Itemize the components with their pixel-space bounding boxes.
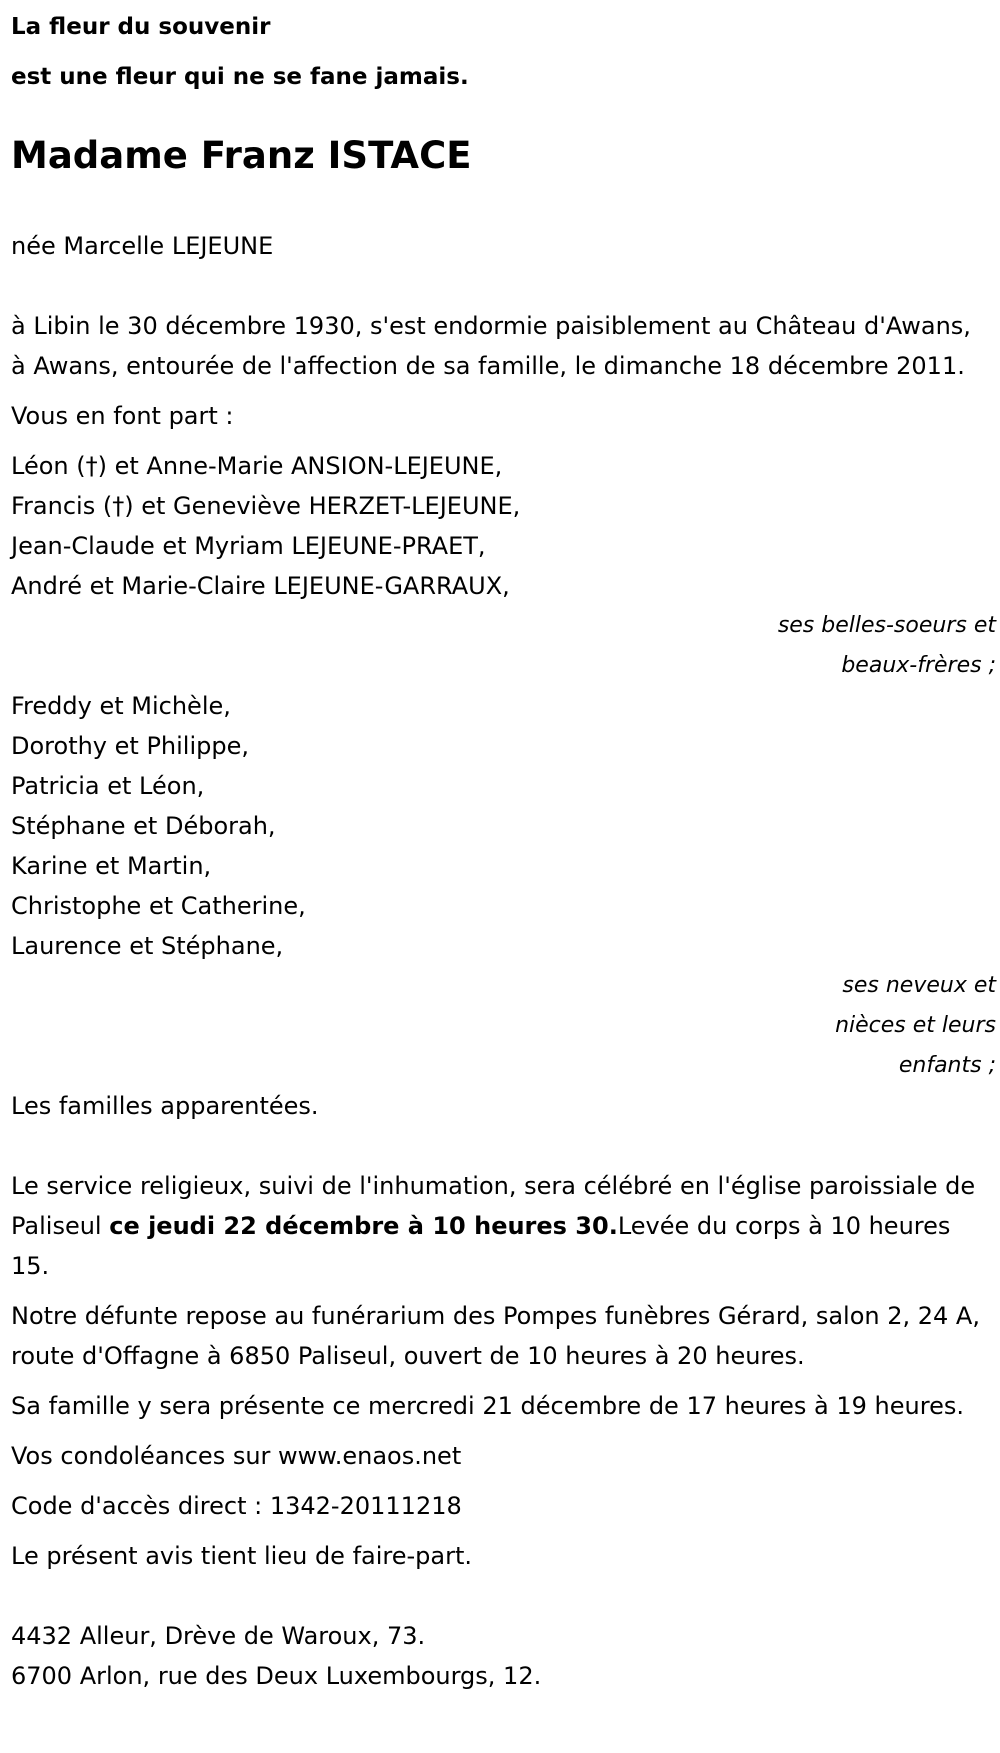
family-member-line: Stéphane et Déborah, bbox=[11, 812, 276, 840]
role-line: enfants ; bbox=[898, 1053, 996, 1078]
family-group-in-laws bbox=[11, 446, 990, 606]
repose-info: Notre défunte repose au funérarium des Pompes funèbres Gérard, salon 2, 24 A, route d'Offagne à 6850 Paliseul, ouvert de 10 heures à 20 heures. bbox=[11, 1302, 980, 1370]
family-member-line: Patricia et Léon, bbox=[11, 772, 205, 800]
service-text-before: Le service religieux, suivi de l'inhumation, sera célébré en l'église paroissiale de Paliseul bbox=[11, 1172, 976, 1240]
condolences-link: Vos condoléances sur www.enaos.net bbox=[11, 1442, 462, 1470]
addresses bbox=[11, 1616, 990, 1696]
motto-line-1: La fleur du souvenir bbox=[11, 14, 271, 40]
family-member-line: Christophe et Catherine, bbox=[11, 892, 306, 920]
funeral-service bbox=[11, 1166, 990, 1286]
maiden-name: née Marcelle LEJEUNE bbox=[11, 232, 274, 260]
notice-statement: Le présent avis tient lieu de faire-part. bbox=[11, 1542, 473, 1570]
related-families: Les familles apparentées. bbox=[11, 1092, 319, 1120]
family-member-line: Jean-Claude et Myriam LEJEUNE-PRAET, bbox=[11, 532, 486, 560]
family-presence: Sa famille y sera présente ce mercredi 21 décembre de 17 heures à 19 heures. bbox=[11, 1392, 964, 1420]
family-member-line: Francis (†) et Geneviève HERZET-LEJEUNE, bbox=[11, 492, 521, 520]
family-role-nephews bbox=[11, 966, 996, 1086]
motto bbox=[11, 2, 990, 102]
family-member-line: Laurence et Stéphane, bbox=[11, 932, 284, 960]
access-code: Code d'accès direct : 1342-20111218 bbox=[11, 1492, 462, 1520]
address-line: 6700 Arlon, rue des Deux Luxembourgs, 12. bbox=[11, 1662, 542, 1690]
family-member-line: Freddy et Michèle, bbox=[11, 692, 231, 720]
motto-line-2: est une fleur qui ne se fane jamais. bbox=[11, 64, 469, 90]
obituary-notice bbox=[0, 2, 996, 1696]
service-text-after: Levée du corps à 10 heures 15. bbox=[11, 1212, 951, 1280]
family-member-line: Dorothy et Philippe, bbox=[11, 732, 249, 760]
death-announcement: à Libin le 30 décembre 1930, s'est endormie paisiblement au Château d'Awans, à Awans, entourée de l'affection de sa famille, le dimanche 18 décembre 2011. bbox=[11, 312, 971, 380]
family-member-line: Karine et Martin, bbox=[11, 852, 212, 880]
role-line: beaux-frères ; bbox=[841, 653, 996, 678]
role-line: ses neveux et bbox=[842, 973, 996, 998]
family-member-line: Léon (†) et Anne-Marie ANSION-LEJEUNE, bbox=[11, 452, 503, 480]
role-line: ses belles-soeurs et bbox=[777, 613, 996, 638]
family-role-in-laws bbox=[11, 606, 996, 686]
role-line: nièces et leurs bbox=[835, 1013, 996, 1038]
deceased-name: Madame Franz ISTACE bbox=[11, 134, 472, 177]
service-date-time: ce jeudi 22 décembre à 10 heures 30. bbox=[109, 1212, 618, 1240]
address-line: 4432 Alleur, Drève de Waroux, 73. bbox=[11, 1622, 426, 1650]
family-member-line: André et Marie-Claire LEJEUNE-GARRAUX, bbox=[11, 572, 510, 600]
announce-line: Vous en font part : bbox=[11, 402, 234, 430]
family-group-nephews bbox=[11, 686, 990, 966]
